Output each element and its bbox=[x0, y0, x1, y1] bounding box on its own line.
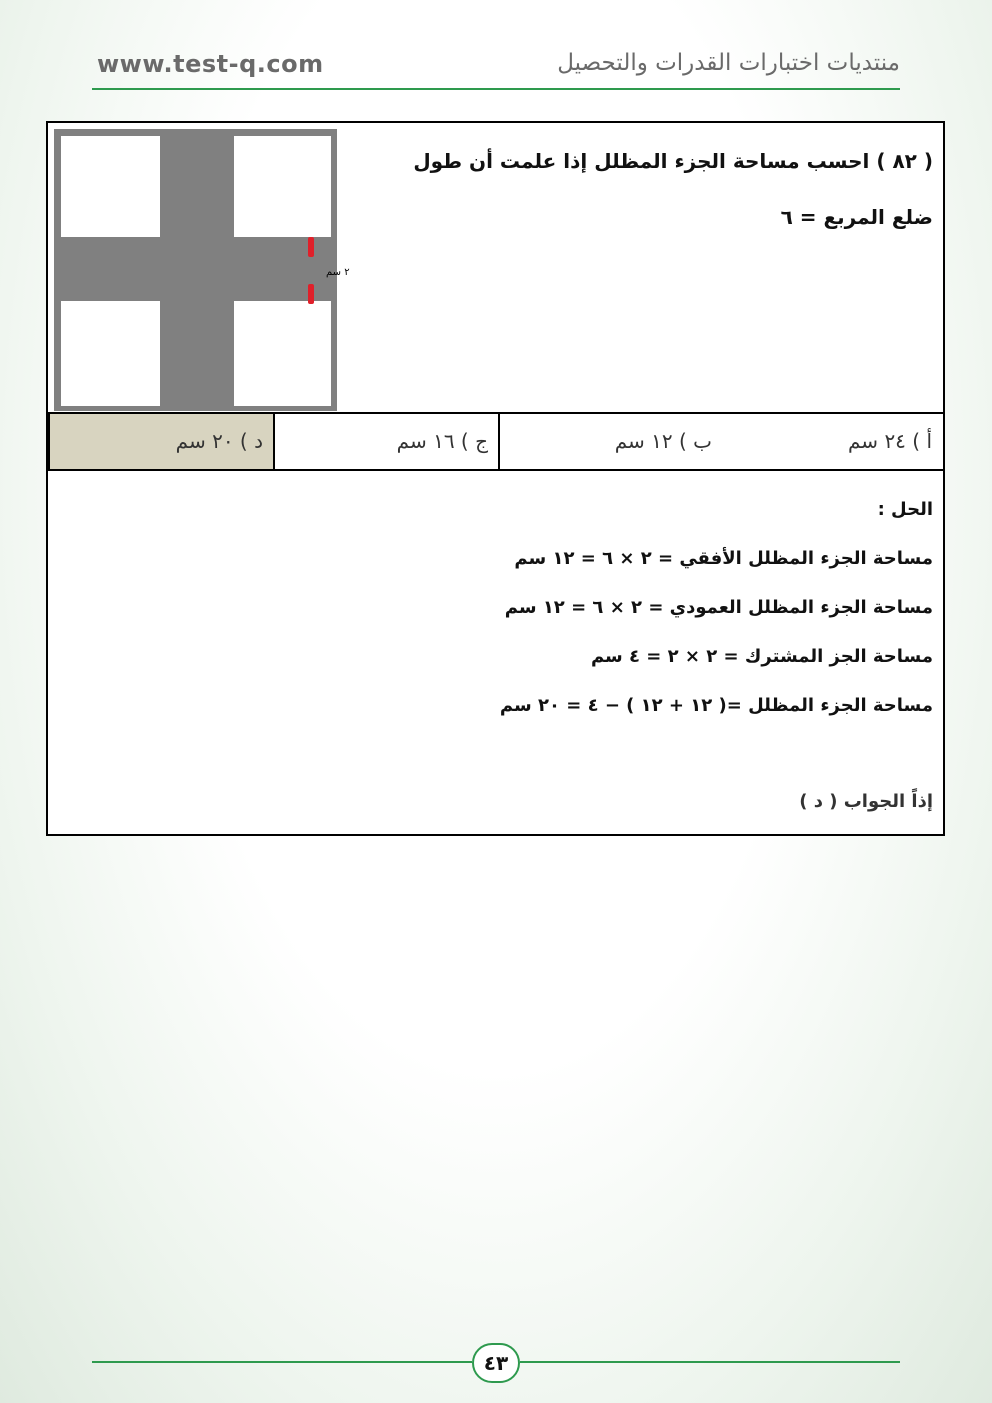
options-row bbox=[48, 414, 943, 471]
white-corner-top-left bbox=[61, 136, 160, 237]
cross-figure bbox=[54, 129, 350, 411]
page-number: ٤٣ bbox=[472, 1343, 520, 1383]
question-text bbox=[353, 133, 933, 245]
solution-line: مساحة الجزء المظلل =( ١٢ + ١٢ ) − ٤ = ٢٠ سم bbox=[499, 695, 933, 716]
option-c[interactable]: ج ) ١٦ سم bbox=[273, 414, 498, 469]
white-corner-bottom-right bbox=[234, 301, 331, 406]
site-url: www.test-q.com bbox=[97, 50, 324, 78]
footer-divider-left bbox=[92, 1361, 472, 1363]
red-marker-bottom bbox=[308, 284, 314, 304]
final-answer: إذاً الجواب ( د ) bbox=[799, 791, 933, 812]
question-line-1: ( ٨٢ ) احسب مساحة الجزء المظلل إذا علمت أن طول bbox=[413, 149, 933, 173]
white-corner-top-right bbox=[234, 136, 331, 237]
option-d[interactable]: د ) ٢٠ سم bbox=[48, 414, 273, 469]
white-corner-bottom-left bbox=[61, 301, 160, 406]
footer-divider-right bbox=[520, 1361, 900, 1363]
solution-line: مساحة الجز المشترك = ٢ × ٢ = ٤ سم bbox=[590, 646, 933, 667]
solution-line: مساحة الجزء المظلل العمودي = ٢ × ٦ = ١٢ سم bbox=[504, 597, 933, 618]
solution-line: مساحة الجزء المظلل الأفقي = ٢ × ٦ = ١٢ سم bbox=[514, 548, 933, 569]
question-row bbox=[48, 123, 943, 414]
solution-block bbox=[73, 485, 933, 822]
width-label: ٢ سم bbox=[326, 267, 350, 278]
forum-name: منتديات اختبارات القدرات والتحصيل bbox=[557, 50, 900, 76]
option-a[interactable]: أ ) ٢٤ سم bbox=[848, 429, 932, 453]
header-divider bbox=[92, 88, 900, 90]
question-line-2: ضلع المربع = ٦ bbox=[780, 205, 933, 229]
solution-heading: الحل : bbox=[877, 499, 933, 520]
red-marker-top bbox=[308, 237, 314, 257]
option-b[interactable]: ب ) ١٢ سم bbox=[498, 414, 722, 469]
question-card bbox=[46, 121, 945, 836]
